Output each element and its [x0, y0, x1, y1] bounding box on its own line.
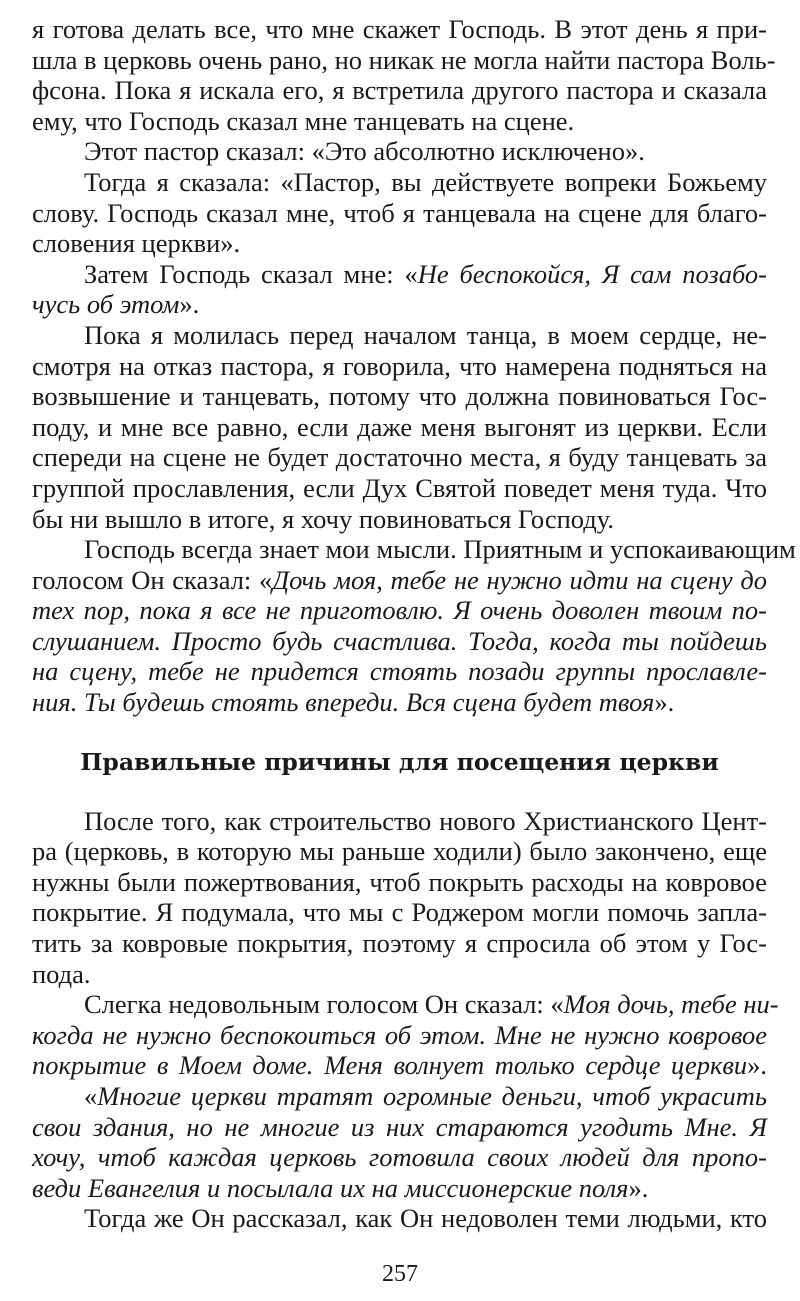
text-line: [32, 412, 767, 443]
italic-text: Не беспокойся, Я сам позабо-: [417, 258, 767, 289]
page-body: [32, 14, 796, 1234]
text-section-2: [32, 805, 779, 1234]
text-line: [32, 136, 767, 167]
italic-text: покрытие в Моем доме. Меня волнует только сердце церкви: [32, 1050, 748, 1081]
text-line: [32, 44, 776, 76]
italic-text: веди Евангелия и посылала их на миссионерские поля: [32, 1172, 629, 1203]
italic-text: ния. Ты будешь стоять впереди. Вся сцена будет твоя: [32, 687, 655, 718]
text-span: поду, и мне все равно, если даже меня выгонят из церкви. Если: [32, 411, 767, 442]
text-line: [32, 595, 767, 626]
page-number: 257: [382, 1261, 418, 1287]
text-line: [32, 75, 767, 106]
text-line: [32, 473, 767, 504]
text-span: ему, что Господь сказал мне танцевать на сцене.: [32, 105, 575, 136]
text-line: [32, 534, 796, 565]
text-line: [32, 259, 767, 290]
text-line: [32, 1142, 767, 1173]
text-line: [32, 320, 767, 351]
text-span: слову. Господь сказал мне, чтоб я танцевала на сцене для благо-: [32, 197, 767, 228]
text-span: смотря на отказ пастора, я говорила, что намерена подняться на: [32, 350, 767, 381]
text-span: ».: [179, 289, 200, 320]
text-span: ».: [628, 1172, 649, 1203]
text-line: [32, 504, 767, 535]
text-span: Слегка недовольным голосом Он сказал: «: [84, 989, 564, 1020]
text-line: [32, 1081, 767, 1112]
italic-text: свои здания, но не многие из них стараются угодить Мне. Я: [32, 1111, 767, 1142]
text-span: тить за ковровые покрытия, поэтому я спросила об этом у Гос-: [32, 928, 767, 959]
italic-text: чусь об этом: [32, 289, 180, 320]
text-line: [32, 897, 767, 928]
text-span: нужны были пожертвования, чтоб покрыть расходы на ковровое: [32, 866, 767, 897]
text-line: [32, 687, 767, 718]
italic-text: тех пор, пока я все не приготовлю. Я очень доволен твоим по-: [32, 595, 767, 626]
text-span: ра (церковь, в которую мы раньше ходили) было закончено, еще: [32, 836, 767, 867]
text-span: шла в церковь очень рано, но никак не могла найти пастора Воль-: [32, 44, 776, 75]
text-span: спереди на сцене не будет достаточно места, я буду танцевать за: [32, 442, 767, 473]
italic-text: когда не нужно беспокоиться об этом. Мне не нужно ковровое: [32, 1019, 767, 1050]
italic-text: Моя дочь, тебе ни-: [563, 989, 779, 1020]
text-span: Господь всегда знает мои мысли. Приятным и успокаивающим: [84, 534, 796, 565]
text-line: [32, 381, 767, 412]
text-line: [32, 106, 767, 137]
text-span: Пока я молилась перед началом танца, в моем сердце, не-: [84, 319, 767, 350]
text-line: [32, 867, 767, 898]
text-span: словения церкви».: [32, 228, 241, 259]
text-line: [32, 442, 767, 473]
italic-text: хочу, чтоб каждая церковь готовила своих людей для пропо-: [32, 1142, 767, 1173]
text-line: [32, 14, 767, 45]
text-span: Тогда же Он рассказал, как Он недоволен теми людьми, кто: [84, 1203, 767, 1234]
text-line: [32, 959, 767, 990]
italic-text: Дочь моя, тебе не нужно идти на сцену до: [272, 564, 767, 595]
text-span: Тогда я сказала: «Пастор, вы действуете вопреки Божьему: [84, 166, 767, 197]
text-line: [32, 198, 767, 229]
text-span: ».: [747, 1050, 767, 1081]
text-span: пода.: [32, 958, 91, 989]
text-span: фсона. Пока я искала его, я встретила другого пастора и сказала: [32, 75, 767, 106]
text-span: покрытие. Я подумала, что мы с Роджером могли помочь запла-: [32, 897, 767, 928]
text-line: [32, 656, 767, 687]
italic-text: на сцену, тебе не придется стоять позади группы прославле-: [32, 656, 767, 687]
italic-text: Многие церкви тратят огромные деньги, чтоб украсить: [97, 1081, 767, 1111]
text-line: [32, 289, 767, 320]
text-line: [32, 565, 767, 596]
text-line: [32, 836, 767, 867]
text-line: [32, 1112, 767, 1143]
text-span: Этот пастор сказал: «Это абсолютно исключено».: [84, 136, 645, 167]
text-span: я готова делать все, что мне скажет Господь. В этот день я при-: [32, 14, 767, 44]
text-line: [32, 1203, 767, 1234]
text-line: [32, 351, 767, 382]
text-span: ».: [654, 687, 675, 718]
section-heading: Правильные причины для посещения церкви: [80, 747, 719, 776]
text-line: [32, 928, 767, 959]
text-section-1: [32, 14, 796, 718]
text-line: [32, 1173, 767, 1204]
text-span: возвышение и танцевать, потому что должна повиноваться Гос-: [32, 381, 767, 412]
text-span: бы ни вышло в итоге, я хочу повиноваться Господу.: [32, 503, 614, 534]
text-line: [32, 989, 779, 1020]
text-span: группой прославления, если Дух Святой поведет меня туда. Что: [32, 472, 767, 503]
text-line: [32, 1050, 767, 1081]
text-span: «: [84, 1081, 98, 1111]
text-span: голосом Он сказал: «: [32, 564, 273, 595]
text-line: [32, 167, 767, 198]
text-line: [32, 626, 767, 657]
italic-text: слушанием. Просто будь счастлива. Тогда, когда ты пойдешь: [32, 625, 767, 656]
text-span: Затем Господь сказал мне: «: [84, 258, 418, 289]
text-line: [32, 1020, 767, 1051]
text-span: После того, как строительство нового Христианского Цент-: [84, 805, 767, 836]
text-line: [32, 228, 767, 259]
text-line: [32, 806, 767, 837]
